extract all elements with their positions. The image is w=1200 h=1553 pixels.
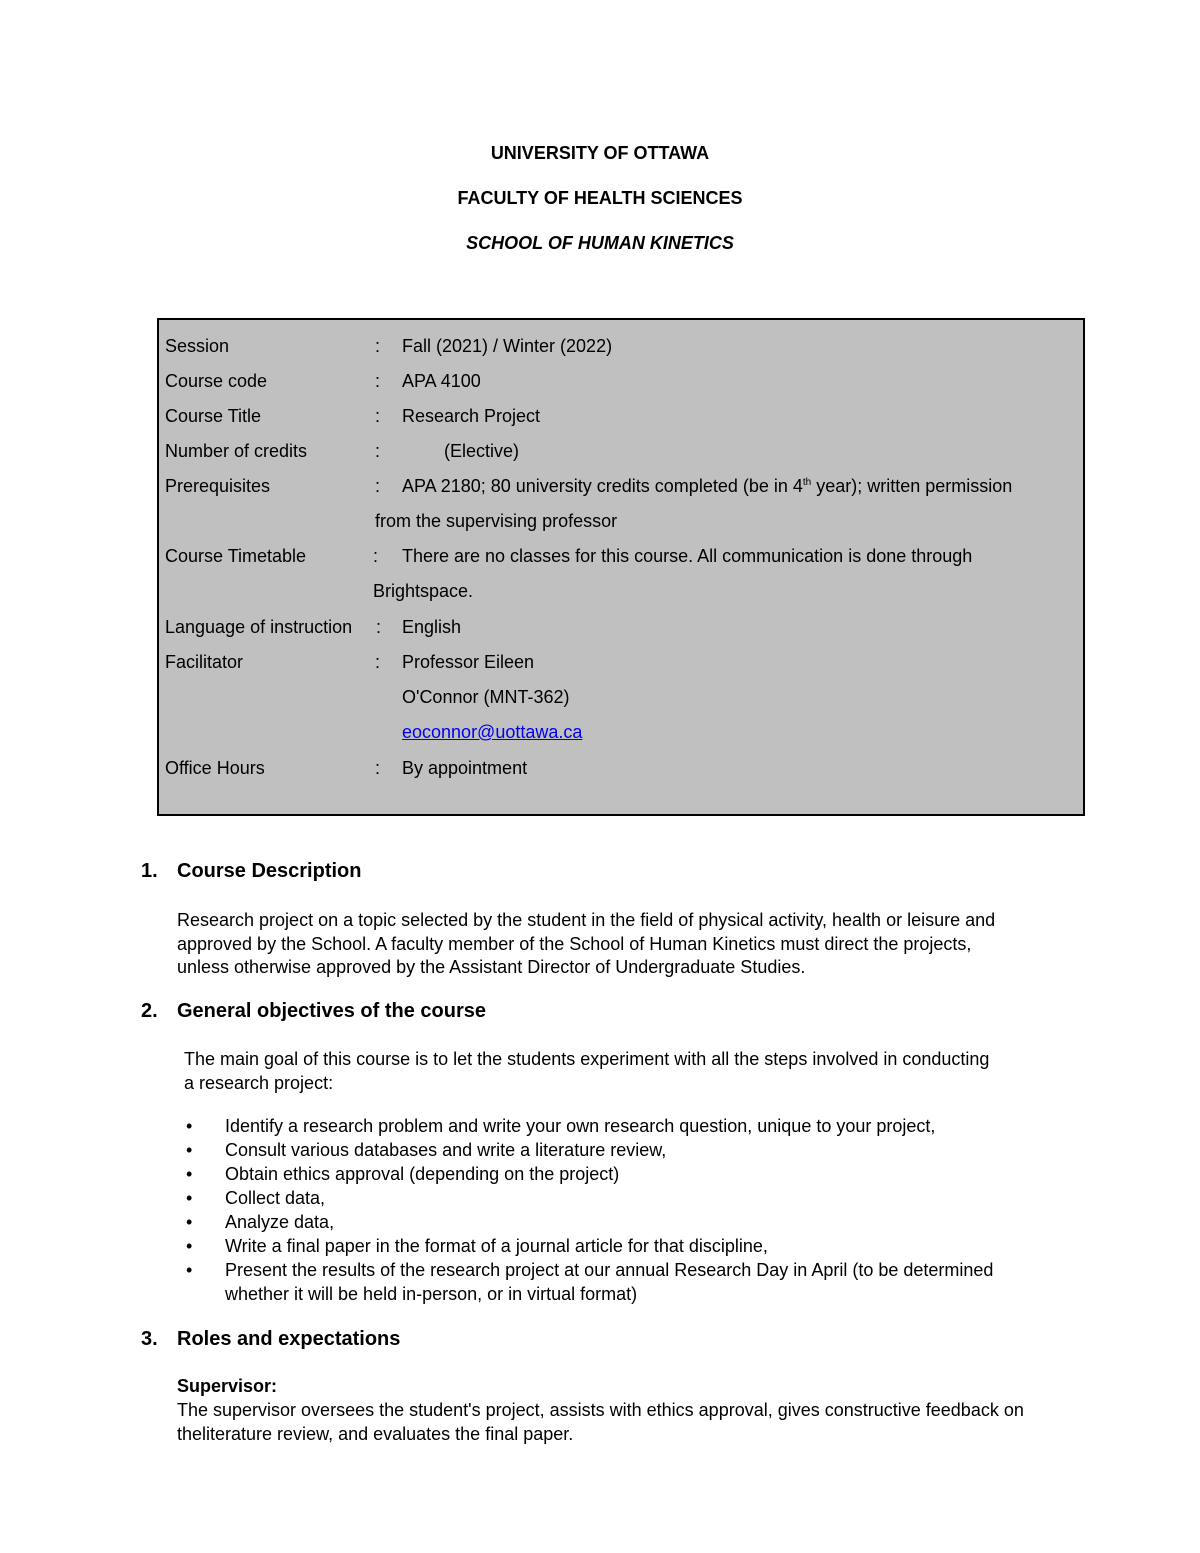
course-description-text: Research project on a topic selected by the student in the field of physical activity, health or leisure and approved by the School. A faculty member of the School of Human Kinetics must direct the projects, unless otherwise approved by the Assistant Director of Undergraduate Studies. [177,910,996,977]
facilitator-name-line2: O'Connor (MNT-362) [402,687,570,707]
office-hours-label: Office Hours [165,758,265,778]
course-title-colon: : [375,406,381,426]
facilitator-colon: : [375,652,381,672]
course-info-box [157,318,1085,816]
school-title: SCHOOL OF HUMAN KINETICS [466,233,734,253]
list-item: • Obtain ethics approval (depending on the project) [186,1164,620,1184]
objectives-intro-text: The main goal of this course is to let the students experiment with all the steps involved in conducting a research project: [184,1049,990,1093]
prerequisites-colon: : [375,476,381,496]
list-item: • Consult various databases and write a literature review, [186,1140,667,1160]
credits-label: Number of credits [165,441,308,461]
section-general-objectives-heading: 2. General objectives of the course [141,1000,486,1022]
facilitator-email-row [402,722,582,743]
session-label: Session [165,336,230,356]
course-code-colon: : [375,371,381,391]
list-item: • Write a final paper in the format of a journal article for that discipline, [186,1236,768,1256]
prerequisites-value-line2: from the supervising professor [375,511,618,531]
session-value: Fall (2021) / Winter (2022) [402,336,613,356]
office-hours-value: By appointment [402,758,528,778]
objectives-list [186,1114,993,1306]
facilitator-email-link[interactable]: eoconnor@uottawa.ca [402,722,583,742]
timetable-label: Course Timetable [165,546,307,566]
credits-colon: : [375,441,381,461]
supervisor-subheading: Supervisor: [177,1376,278,1396]
facilitator-name-line1: Professor Eileen [402,652,535,672]
office-hours-colon: : [375,758,381,778]
language-colon: : [376,617,382,637]
section-course-description-heading: 1. Course Description [141,860,362,882]
list-item: • Identify a research problem and write your own research question, unique to your project, [186,1116,936,1136]
language-label: Language of instruction [165,617,353,637]
course-title-value: Research Project [402,406,541,426]
prerequisites-value-line1: APA 2180; 80 university credits completed (be in 4th year); written permission [402,476,1013,496]
timetable-colon: : [373,546,379,566]
list-item: • Collect data, [186,1188,326,1208]
credits-value: (Elective) [444,441,520,461]
university-title: UNIVERSITY OF OTTAWA [490,143,710,163]
section-roles-heading: 3. Roles and expectations [141,1328,401,1350]
course-code-value: APA 4100 [402,371,481,391]
list-item: • Analyze data, [186,1212,335,1232]
course-code-label: Course code [165,371,268,391]
supervisor-text: The supervisor oversees the student's project, assists with ethics approval, gives constructive feedback on theliterature review, and evaluates the final paper. [177,1400,1024,1444]
prerequisites-label: Prerequisites [165,476,271,496]
timetable-value-line1: There are no classes for this course. All communication is done through [402,546,973,566]
timetable-value-line2: Brightspace. [373,581,474,601]
list-item: • Present the results of the research project at our annual Research Day in April (to be determined whether it will be held in-person, or in virtual format) [186,1260,994,1304]
course-title-label: Course Title [165,406,262,426]
facilitator-label: Facilitator [165,652,244,672]
session-colon: : [375,336,381,356]
language-value: English [402,617,462,637]
faculty-title: FACULTY OF HEALTH SCIENCES [457,188,743,208]
